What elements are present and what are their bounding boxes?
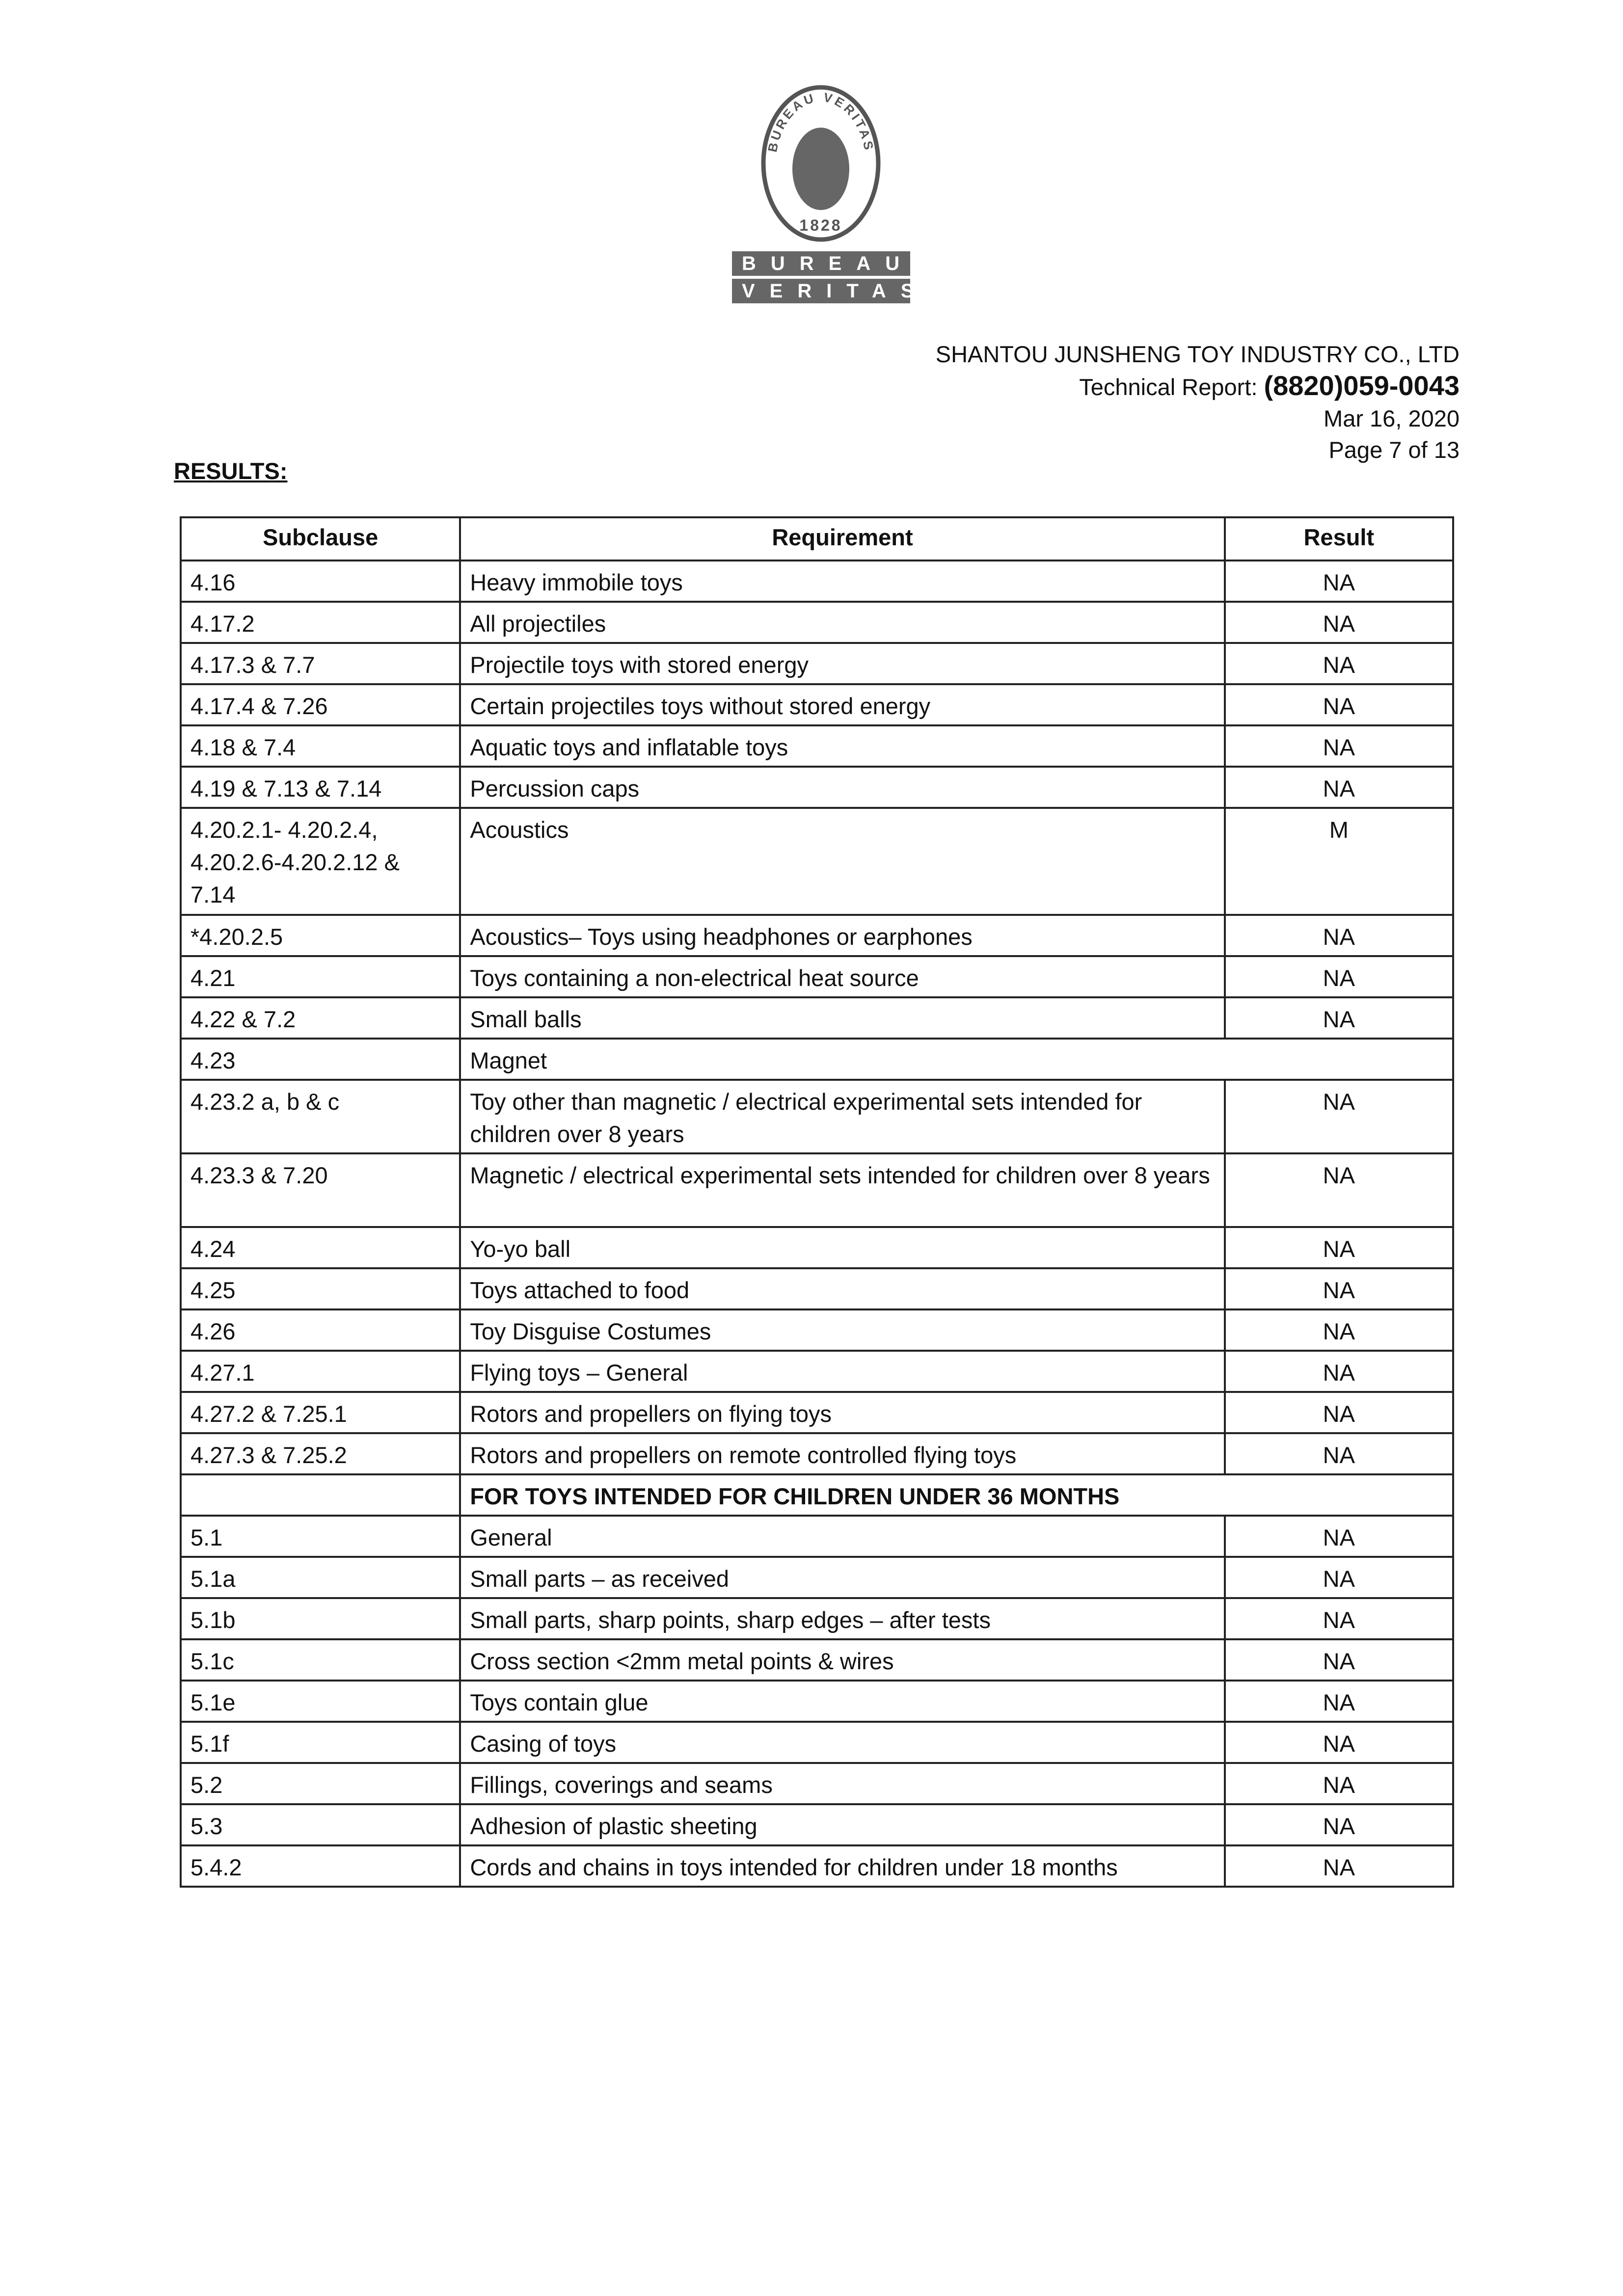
table-row <box>181 1351 1453 1392</box>
table-row <box>181 1845 1453 1887</box>
requirement-cell: Toys containing a non-electrical heat source <box>460 956 1224 997</box>
requirement-cell: Toys contain glue <box>460 1681 1224 1722</box>
logo-year: 1828 <box>799 216 842 234</box>
subclause-cell: 4.22 & 7.2 <box>181 997 460 1039</box>
company-name: SHANTOU JUNSHENG TOY INDUSTRY CO., LTD <box>935 341 1460 367</box>
result-cell: NA <box>1225 1392 1453 1433</box>
subclause-cell: 4.23.3 & 7.20 <box>181 1153 460 1227</box>
table-row <box>181 915 1453 956</box>
subclause-cell: 4.20.2.1- 4.20.2.4, 4.20.2.6-4.20.2.12 & 7.14 <box>181 808 460 915</box>
requirement-cell: Casing of toys <box>460 1722 1224 1763</box>
result-cell: NA <box>1225 1681 1453 1722</box>
requirement-cell: Toy other than magnetic / electrical experimental sets intended for children over 8 years <box>460 1080 1224 1153</box>
table-row <box>181 1474 1453 1516</box>
requirement-cell: Yo-yo ball <box>460 1227 1224 1268</box>
subclause-cell: 4.23.2 a, b & c <box>181 1080 460 1153</box>
subclause-cell <box>181 1474 460 1516</box>
result-cell: NA <box>1225 915 1453 956</box>
table-row <box>181 997 1453 1039</box>
subclause-cell: 4.17.3 & 7.7 <box>181 643 460 684</box>
subclause-cell: 4.16 <box>181 561 460 602</box>
result-cell: NA <box>1225 1227 1453 1268</box>
result-cell: NA <box>1225 1639 1453 1681</box>
logo-seal <box>760 84 881 242</box>
table-row <box>181 1804 1453 1845</box>
table-row <box>181 1598 1453 1639</box>
report-date: Mar 16, 2020 <box>1324 405 1460 431</box>
header-subclause: Subclause <box>181 517 460 561</box>
result-cell: NA <box>1225 1268 1453 1309</box>
subclause-cell: 5.1a <box>181 1557 460 1598</box>
table-row <box>181 1227 1453 1268</box>
table-row <box>181 725 1453 767</box>
subclause-cell: 4.27.1 <box>181 1351 460 1392</box>
subclause-cell: 4.19 & 7.13 & 7.14 <box>181 767 460 808</box>
result-cell: NA <box>1225 725 1453 767</box>
report-label: Technical Report: <box>1079 374 1258 400</box>
logo-bureau: BUREAU <box>732 251 910 276</box>
subclause-cell: 4.21 <box>181 956 460 997</box>
report-line <box>936 370 1460 403</box>
result-cell: NA <box>1225 1433 1453 1474</box>
table-row <box>181 1763 1453 1804</box>
requirement-cell: Small parts, sharp points, sharp edges – after tests <box>460 1598 1224 1639</box>
table-row <box>181 561 1453 602</box>
result-cell: NA <box>1225 1557 1453 1598</box>
requirement-cell: All projectiles <box>460 602 1224 643</box>
logo-ring-text: BUREAU VERITAS <box>764 89 877 154</box>
table-row <box>181 1268 1453 1309</box>
subclause-cell: 4.23 <box>181 1039 460 1080</box>
result-cell: NA <box>1225 1763 1453 1804</box>
subclause-cell: 4.18 & 7.4 <box>181 725 460 767</box>
requirement-cell: Aquatic toys and inflatable toys <box>460 725 1224 767</box>
result-cell: NA <box>1225 956 1453 997</box>
table-row <box>181 1039 1453 1080</box>
requirement-cell: Percussion caps <box>460 767 1224 808</box>
requirement-cell: Cords and chains in toys intended for children under 18 months <box>460 1845 1224 1887</box>
subclause-cell: 4.25 <box>181 1268 460 1309</box>
table-row <box>181 808 1453 915</box>
subclause-cell: *4.20.2.5 <box>181 915 460 956</box>
subclause-cell: 4.17.2 <box>181 602 460 643</box>
subclause-cell: 5.1 <box>181 1516 460 1557</box>
result-cell: NA <box>1225 767 1453 808</box>
subclause-cell: 4.24 <box>181 1227 460 1268</box>
subclause-cell: 5.1f <box>181 1722 460 1763</box>
table-row <box>181 1722 1453 1763</box>
result-cell: NA <box>1225 643 1453 684</box>
requirement-cell: Toy Disguise Costumes <box>460 1309 1224 1351</box>
table-row <box>181 1516 1453 1557</box>
requirement-cell: Certain projectiles toys without stored energy <box>460 684 1224 725</box>
requirement-cell: Small balls <box>460 997 1224 1039</box>
subclause-cell: 4.17.4 & 7.26 <box>181 684 460 725</box>
logo-veritas: VERITAS <box>732 279 910 303</box>
report-header <box>936 339 1460 466</box>
table-row <box>181 956 1453 997</box>
result-cell: NA <box>1225 1080 1453 1153</box>
subclause-cell: 4.26 <box>181 1309 460 1351</box>
results-table <box>180 516 1454 1888</box>
result-cell: NA <box>1225 1722 1453 1763</box>
requirement-cell: Rotors and propellers on flying toys <box>460 1392 1224 1433</box>
result-cell: NA <box>1225 1598 1453 1639</box>
report-number: (8820)059-0043 <box>1264 370 1460 401</box>
result-cell: NA <box>1225 1845 1453 1887</box>
subclause-cell: 5.1b <box>181 1598 460 1639</box>
requirement-cell: Adhesion of plastic sheeting <box>460 1804 1224 1845</box>
table-row <box>181 1309 1453 1351</box>
subclause-cell: 4.27.2 & 7.25.1 <box>181 1392 460 1433</box>
requirement-cell: Small parts – as received <box>460 1557 1224 1598</box>
result-cell: NA <box>1225 1804 1453 1845</box>
result-cell: NA <box>1225 1516 1453 1557</box>
result-cell: NA <box>1225 1309 1453 1351</box>
table-row <box>181 1639 1453 1681</box>
table-row <box>181 643 1453 684</box>
subclause-cell: 5.2 <box>181 1763 460 1804</box>
header-result: Result <box>1225 517 1453 561</box>
subclause-cell: 5.1c <box>181 1639 460 1681</box>
result-cell: NA <box>1225 1153 1453 1227</box>
results-heading: RESULTS: <box>174 458 288 484</box>
requirement-cell: Projectile toys with stored energy <box>460 643 1224 684</box>
requirement-cell: Acoustics– Toys using headphones or earphones <box>460 915 1224 956</box>
result-cell: NA <box>1225 997 1453 1039</box>
table-row <box>181 1557 1453 1598</box>
subclause-cell: 5.3 <box>181 1804 460 1845</box>
table-row <box>181 1433 1453 1474</box>
logo-figure <box>792 128 849 210</box>
result-cell: M <box>1225 808 1453 915</box>
result-cell: NA <box>1225 684 1453 725</box>
requirement-cell: Magnetic / electrical experimental sets intended for children over 8 years <box>460 1153 1224 1227</box>
requirement-cell: Cross section <2mm metal points & wires <box>460 1639 1224 1681</box>
table-row <box>181 1153 1453 1227</box>
table-row <box>181 1681 1453 1722</box>
table-row <box>181 1080 1453 1153</box>
table-row <box>181 602 1453 643</box>
requirement-cell: Acoustics <box>460 808 1224 915</box>
requirement-cell: Toys attached to food <box>460 1268 1224 1309</box>
requirement-cell: Heavy immobile toys <box>460 561 1224 602</box>
requirement-cell: Magnet <box>460 1039 1453 1080</box>
table-row <box>181 1392 1453 1433</box>
table-row <box>181 684 1453 725</box>
result-cell: NA <box>1225 1351 1453 1392</box>
requirement-cell: Flying toys – General <box>460 1351 1224 1392</box>
table-header <box>181 517 1453 561</box>
result-cell: NA <box>1225 561 1453 602</box>
subclause-cell: 4.27.3 & 7.25.2 <box>181 1433 460 1474</box>
requirement-cell: General <box>460 1516 1224 1557</box>
subclause-cell: 5.1e <box>181 1681 460 1722</box>
subclause-cell: 5.4.2 <box>181 1845 460 1887</box>
header-requirement: Requirement <box>460 517 1224 561</box>
requirement-cell: FOR TOYS INTENDED FOR CHILDREN UNDER 36 MONTHS <box>460 1474 1453 1516</box>
requirement-cell: Fillings, coverings and seams <box>460 1763 1224 1804</box>
result-cell: NA <box>1225 602 1453 643</box>
page-number: Page 7 of 13 <box>1328 437 1460 463</box>
requirement-cell: Rotors and propellers on remote controlled flying toys <box>460 1433 1224 1474</box>
table-row <box>181 767 1453 808</box>
